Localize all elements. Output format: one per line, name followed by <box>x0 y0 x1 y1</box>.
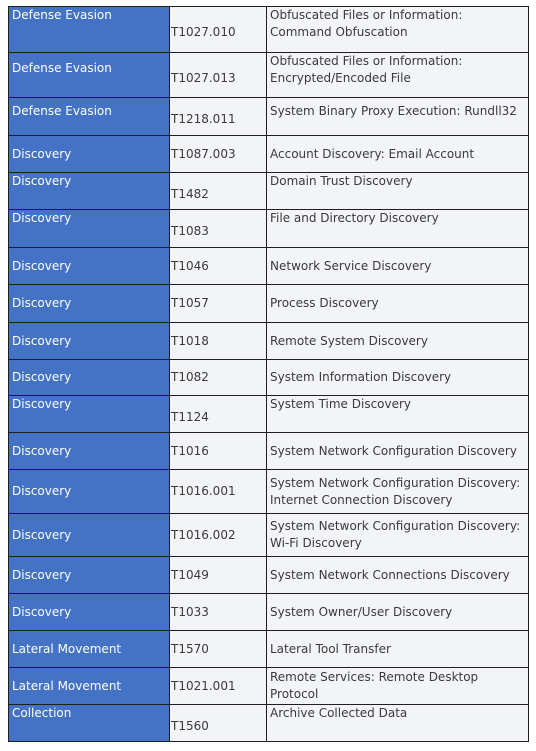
tactic-cell: Discovery <box>9 285 170 323</box>
tactic-cell: Discovery <box>9 470 170 514</box>
technique-id-cell: T1087.003 <box>170 136 267 173</box>
technique-id-cell: T1049 <box>170 557 267 594</box>
technique-name-cell: Lateral Tool Transfer <box>267 631 529 668</box>
technique-id-cell: T1082 <box>170 360 267 396</box>
tactic-cell: Discovery <box>9 210 170 248</box>
table-row <box>9 98 529 136</box>
technique-name-cell: System Binary Proxy Execution: Rundll32 <box>267 98 529 136</box>
technique-id-cell: T1482 <box>170 173 267 210</box>
tactic-cell: Lateral Movement <box>9 631 170 668</box>
tactic-cell: Discovery <box>9 514 170 557</box>
technique-id-cell: T1021.001 <box>170 668 267 705</box>
table-row <box>9 705 529 742</box>
tactic-cell: Defense Evasion <box>9 98 170 136</box>
technique-name-cell: System Network Configuration Discovery: Internet Connection Discovery <box>267 470 529 514</box>
tactic-cell: Discovery <box>9 136 170 173</box>
technique-id-cell: T1033 <box>170 594 267 631</box>
technique-name-cell: Obfuscated Files or Information: Encrypted/Encoded File <box>267 53 529 98</box>
table-row <box>9 433 529 470</box>
technique-id-cell: T1018 <box>170 323 267 360</box>
technique-id-cell: T1016 <box>170 433 267 470</box>
table-row <box>9 594 529 631</box>
technique-name-cell: System Information Discovery <box>267 360 529 396</box>
tactic-cell: Defense Evasion <box>9 53 170 98</box>
table-row <box>9 557 529 594</box>
table-row <box>9 323 529 360</box>
tactic-cell: Discovery <box>9 557 170 594</box>
tactic-cell: Collection <box>9 705 170 742</box>
technique-name-cell: System Time Discovery <box>267 396 529 433</box>
technique-name-cell: System Owner/User Discovery <box>267 594 529 631</box>
tactic-cell: Discovery <box>9 173 170 210</box>
table-row <box>9 7 529 53</box>
technique-id-cell: T1027.010 <box>170 7 267 53</box>
table-row <box>9 470 529 514</box>
technique-name-cell: Process Discovery <box>267 285 529 323</box>
technique-name-cell: Remote System Discovery <box>267 323 529 360</box>
technique-id-cell: T1016.001 <box>170 470 267 514</box>
technique-name-cell: System Network Configuration Discovery: Wi-Fi Discovery <box>267 514 529 557</box>
tactic-cell: Discovery <box>9 248 170 285</box>
technique-name-cell: System Network Configuration Discovery <box>267 433 529 470</box>
tactic-cell: Discovery <box>9 594 170 631</box>
technique-name-cell: System Network Connections Discovery <box>267 557 529 594</box>
table-row <box>9 53 529 98</box>
technique-name-cell: Domain Trust Discovery <box>267 173 529 210</box>
technique-id-cell: T1046 <box>170 248 267 285</box>
technique-name-cell: Account Discovery: Email Account <box>267 136 529 173</box>
tactic-cell: Lateral Movement <box>9 668 170 705</box>
technique-id-cell: T1057 <box>170 285 267 323</box>
tactic-cell: Discovery <box>9 396 170 433</box>
technique-id-cell: T1124 <box>170 396 267 433</box>
table-row <box>9 631 529 668</box>
technique-name-cell: Remote Services: Remote Desktop Protocol <box>267 668 529 705</box>
attack-technique-table <box>8 6 529 742</box>
technique-id-cell: T1570 <box>170 631 267 668</box>
technique-id-cell: T1560 <box>170 705 267 742</box>
technique-name-cell: Network Service Discovery <box>267 248 529 285</box>
technique-id-cell: T1016.002 <box>170 514 267 557</box>
table-row <box>9 248 529 285</box>
table-row <box>9 514 529 557</box>
tactic-cell: Discovery <box>9 360 170 396</box>
tactic-cell: Discovery <box>9 323 170 360</box>
table-row <box>9 210 529 248</box>
table-row <box>9 668 529 705</box>
technique-name-cell: File and Directory Discovery <box>267 210 529 248</box>
tactic-cell: Defense Evasion <box>9 7 170 53</box>
technique-name-cell: Archive Collected Data <box>267 705 529 742</box>
table-row <box>9 285 529 323</box>
tactic-cell: Discovery <box>9 433 170 470</box>
table-row <box>9 173 529 210</box>
table-row <box>9 360 529 396</box>
technique-id-cell: T1218.011 <box>170 98 267 136</box>
technique-id-cell: T1083 <box>170 210 267 248</box>
technique-id-cell: T1027.013 <box>170 53 267 98</box>
table-row <box>9 396 529 433</box>
table-row <box>9 136 529 173</box>
technique-name-cell: Obfuscated Files or Information: Command Obfuscation <box>267 7 529 53</box>
